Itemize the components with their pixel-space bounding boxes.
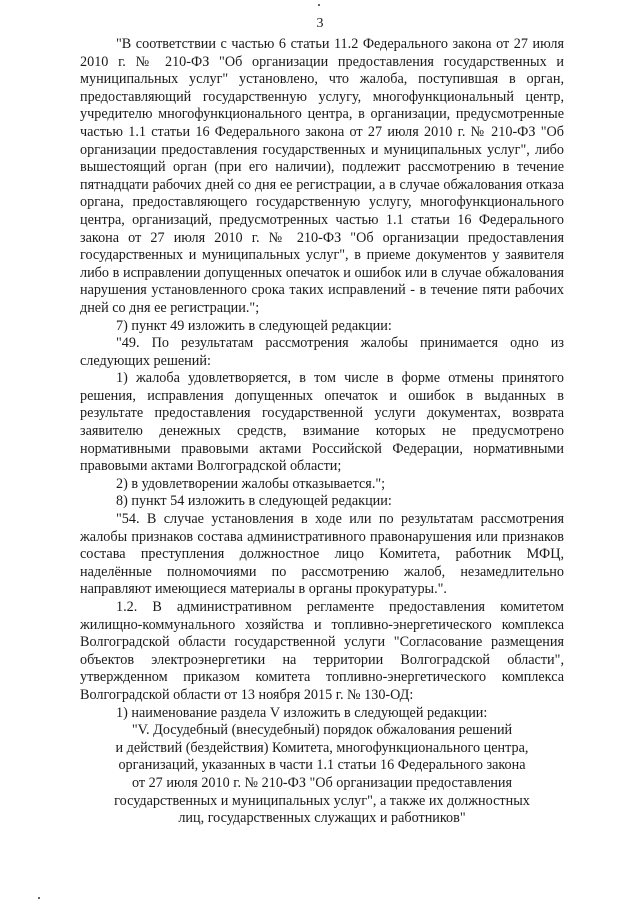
document-body bbox=[80, 36, 564, 828]
scan-speck bbox=[318, 4, 320, 6]
section-title-line: "V. Досудебный (внесудебный) порядок обжалования решений bbox=[131, 722, 513, 739]
paragraph-decision-1: 1) жалоба удовлетворяется, в том числе в форме отмены принятого решения, исправления допущенных опечаток и ошибок в выданных в результате предоставления государственной услуги документах, возврата заявителю денежных средств, взимание которых не предусмотрено нормативными правовыми актами Российской Федерации, нормативными правовыми актами Волгоградской области; bbox=[80, 370, 564, 475]
section-title-line: государственных и муниципальных услуг", а также их должностных bbox=[114, 792, 530, 809]
paragraph-item-8: 8) пункт 54 изложить в следующей редакции: bbox=[116, 493, 392, 510]
paragraph-item-1-section-v: 1) наименование раздела V изложить в следующей редакции: bbox=[116, 704, 488, 721]
scan-speck bbox=[38, 897, 40, 899]
paragraph-point-54: "54. В случае установления в ходе или по результатам рассмотрения жалобы признаков состава административного правонарушения или признаков состава преступления должностное лицо Комитета, работник МФЦ, наделённые полномочиями по рассмотрению жалоб, незамедлительно направляют имеющиеся материалы в органы прокуратуры.". bbox=[80, 511, 564, 598]
paragraph-point-49: "49. По результатам рассмотрения жалобы принимается одно из следующих решений: bbox=[80, 335, 564, 369]
paragraph-decision-2: 2) в удовлетворении жалобы отказывается."; bbox=[116, 475, 386, 492]
section-v-title bbox=[80, 722, 564, 828]
section-title-line: лиц, государственных служащих и работников" bbox=[178, 810, 466, 827]
section-title-line: организаций, указанных в части 1.1 статьи 16 Федерального закона bbox=[118, 757, 526, 774]
paragraph-quote-article-11-2: "В соответствии с частью 6 статьи 11.2 Федерального закона от 27 июля 2010 г. № 210-ФЗ "Об организации предоставления государственных и муниципальных услуг" установлено, что жалоба, поступившая в орган, предоставляющий государственную услугу, многофункциональный центр, учредителю многофункционального центра, в организации, предусмотренные частью 1.1 статьи 16 Федерального закона от 27 июля 2010 г. № 210-ФЗ "Об организации предоставления государственных и муниципальных услуг", либо вышестоящий орган (при его наличии), подлежит рассмотрению в течение пятнадцати рабочих дней со дня ее регистрации, а в случае обжалования отказа органа, предоставляющего государственную услугу, многофункционального центра, организаций, предусмотренных частью 1.1 статьи 16 Федерального закона от 27 июля 2010 г. № 210-ФЗ "Об организации предоставления государственных и муниципальных услуг", в приеме документов у заявителя либо в исправлении допущенных опечаток и ошибок или в случае обжалования нарушения установленного срока таких исправлений - в течение пяти рабочих дней со дня ее регистрации."; bbox=[80, 36, 564, 316]
page-number: 3 bbox=[316, 16, 324, 31]
section-title-line: от 27 июля 2010 г. № 210-ФЗ "Об организации предоставления bbox=[131, 774, 513, 791]
paragraph-item-7: 7) пункт 49 изложить в следующей редакции: bbox=[116, 317, 392, 334]
section-title-line: и действий (бездействия) Комитета, многофункционального центра, bbox=[115, 739, 529, 756]
paragraph-section-1-2: 1.2. В административном регламенте предоставления комитетом жилищно-коммунального хозяйства и топливно-энергетического комплекса Волгоградской области государственной услуги "Согласование размещения объектов электроэнергетики на территории Волгоградской области", утвержденном приказом комитета топливно-энергетического комплекса Волгоградской области от 13 ноября 2015 г. № 130-ОД: bbox=[80, 599, 564, 703]
